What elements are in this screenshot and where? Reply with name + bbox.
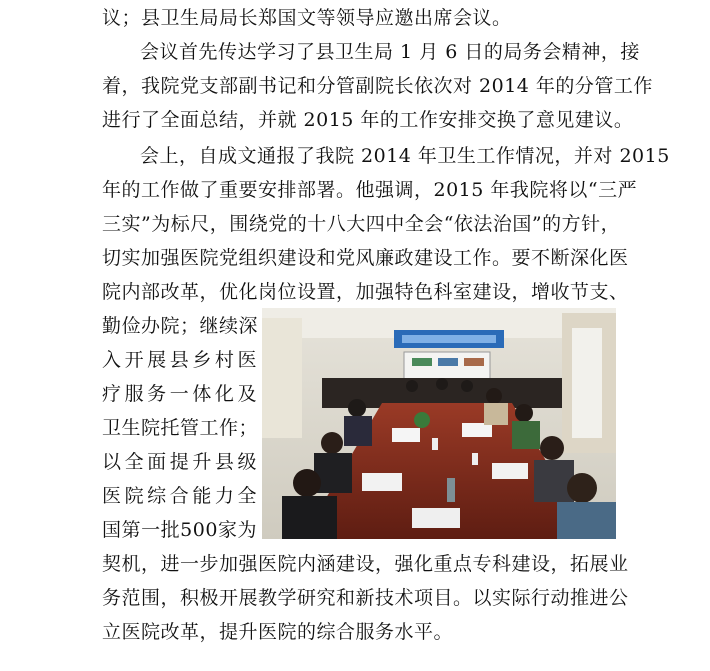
tail-line-3: 立医院改革，提升医院的综合服务水平。 bbox=[102, 621, 454, 643]
person-left-1-body bbox=[344, 416, 372, 446]
wrap-line-2: 入开展县乡村医 bbox=[102, 349, 257, 371]
wrap-line-4: 卫生院托管工作； bbox=[102, 417, 259, 439]
paper-4 bbox=[492, 463, 528, 479]
wrap-line-3: 疗服务一体化及 bbox=[102, 383, 257, 405]
person-left-3-body bbox=[282, 496, 337, 539]
text-line-1: 议；县卫生局局长郑国文等领导应邀出席会议。 bbox=[102, 7, 512, 29]
person-far-2-head bbox=[436, 378, 448, 390]
board-block-1 bbox=[412, 358, 432, 366]
wrap-line-5: 以全面提升县级 bbox=[102, 451, 257, 473]
cup-1 bbox=[432, 438, 438, 450]
wrap-line-6: 医院综合能力全 bbox=[102, 485, 257, 507]
person-far-1-head bbox=[406, 380, 418, 392]
plant bbox=[414, 412, 430, 428]
person-left-1-head bbox=[348, 399, 366, 417]
paper-5 bbox=[412, 508, 460, 528]
tail-line-2: 务范围，积极开展教学研究和新技术项目。以实际行动推进公 bbox=[102, 587, 629, 609]
person-right-2-body bbox=[512, 421, 540, 449]
text-line-8: 切实加强医院党组织建设和党风廉政建设工作。要不断深化医 bbox=[102, 247, 629, 269]
cup-2 bbox=[472, 453, 478, 465]
person-right-3-body bbox=[534, 460, 574, 502]
person-right-4-body bbox=[557, 502, 616, 539]
text-line-3: 着，我院党支部副书记和分管副院长依次对 2014 年的分管工作 bbox=[102, 75, 653, 97]
banner-text-band bbox=[402, 335, 496, 343]
wrap-line-1: 勤俭办院；继续深 bbox=[102, 315, 259, 337]
text-line-9: 院内部改革，优化岗位设置，加强特色科室建设，增收节支、 bbox=[102, 281, 629, 303]
board-block-2 bbox=[438, 358, 458, 366]
paper-1 bbox=[392, 428, 420, 442]
text-line-6: 年的工作做了重要安排部署。他强调，2015 年我院将以“三严 bbox=[102, 179, 638, 201]
person-right-4-head bbox=[567, 473, 597, 503]
person-left-3-head bbox=[293, 469, 321, 497]
left-curtain bbox=[262, 318, 302, 438]
person-right-3-head bbox=[540, 436, 564, 460]
display-board bbox=[404, 352, 490, 382]
person-right-1-body bbox=[484, 403, 508, 425]
wrap-line-7: 国第一批500家为 bbox=[102, 519, 257, 541]
person-left-2-head bbox=[321, 432, 343, 454]
meeting-photo-svg bbox=[262, 308, 616, 539]
board-block-3 bbox=[464, 358, 484, 366]
text-line-5: 会上，自成文通报了我院 2014 年卫生工作情况，并对 2015 bbox=[140, 145, 670, 167]
paper-2 bbox=[462, 423, 492, 437]
tail-line-1: 契机，进一步加强医院内涵建设，强化重点专科建设，拓展业 bbox=[102, 553, 629, 575]
right-curtain bbox=[572, 328, 602, 438]
person-right-1-head bbox=[486, 388, 502, 404]
text-line-7: 三实”为标尺，围绕党的十八大四中全会“依法治国”的方针， bbox=[102, 213, 621, 235]
person-far-3-head bbox=[461, 380, 473, 392]
paper-3 bbox=[362, 473, 402, 491]
meeting-room-photo bbox=[262, 308, 616, 539]
person-right-2-head bbox=[515, 404, 533, 422]
text-line-2: 会议首先传达学习了县卫生局 1 月 6 日的局务会精神，接 bbox=[140, 41, 640, 63]
text-line-4: 进行了全面总结，并就 2015 年的工作安排交换了意见建议。 bbox=[102, 109, 634, 131]
thermos bbox=[447, 478, 455, 502]
